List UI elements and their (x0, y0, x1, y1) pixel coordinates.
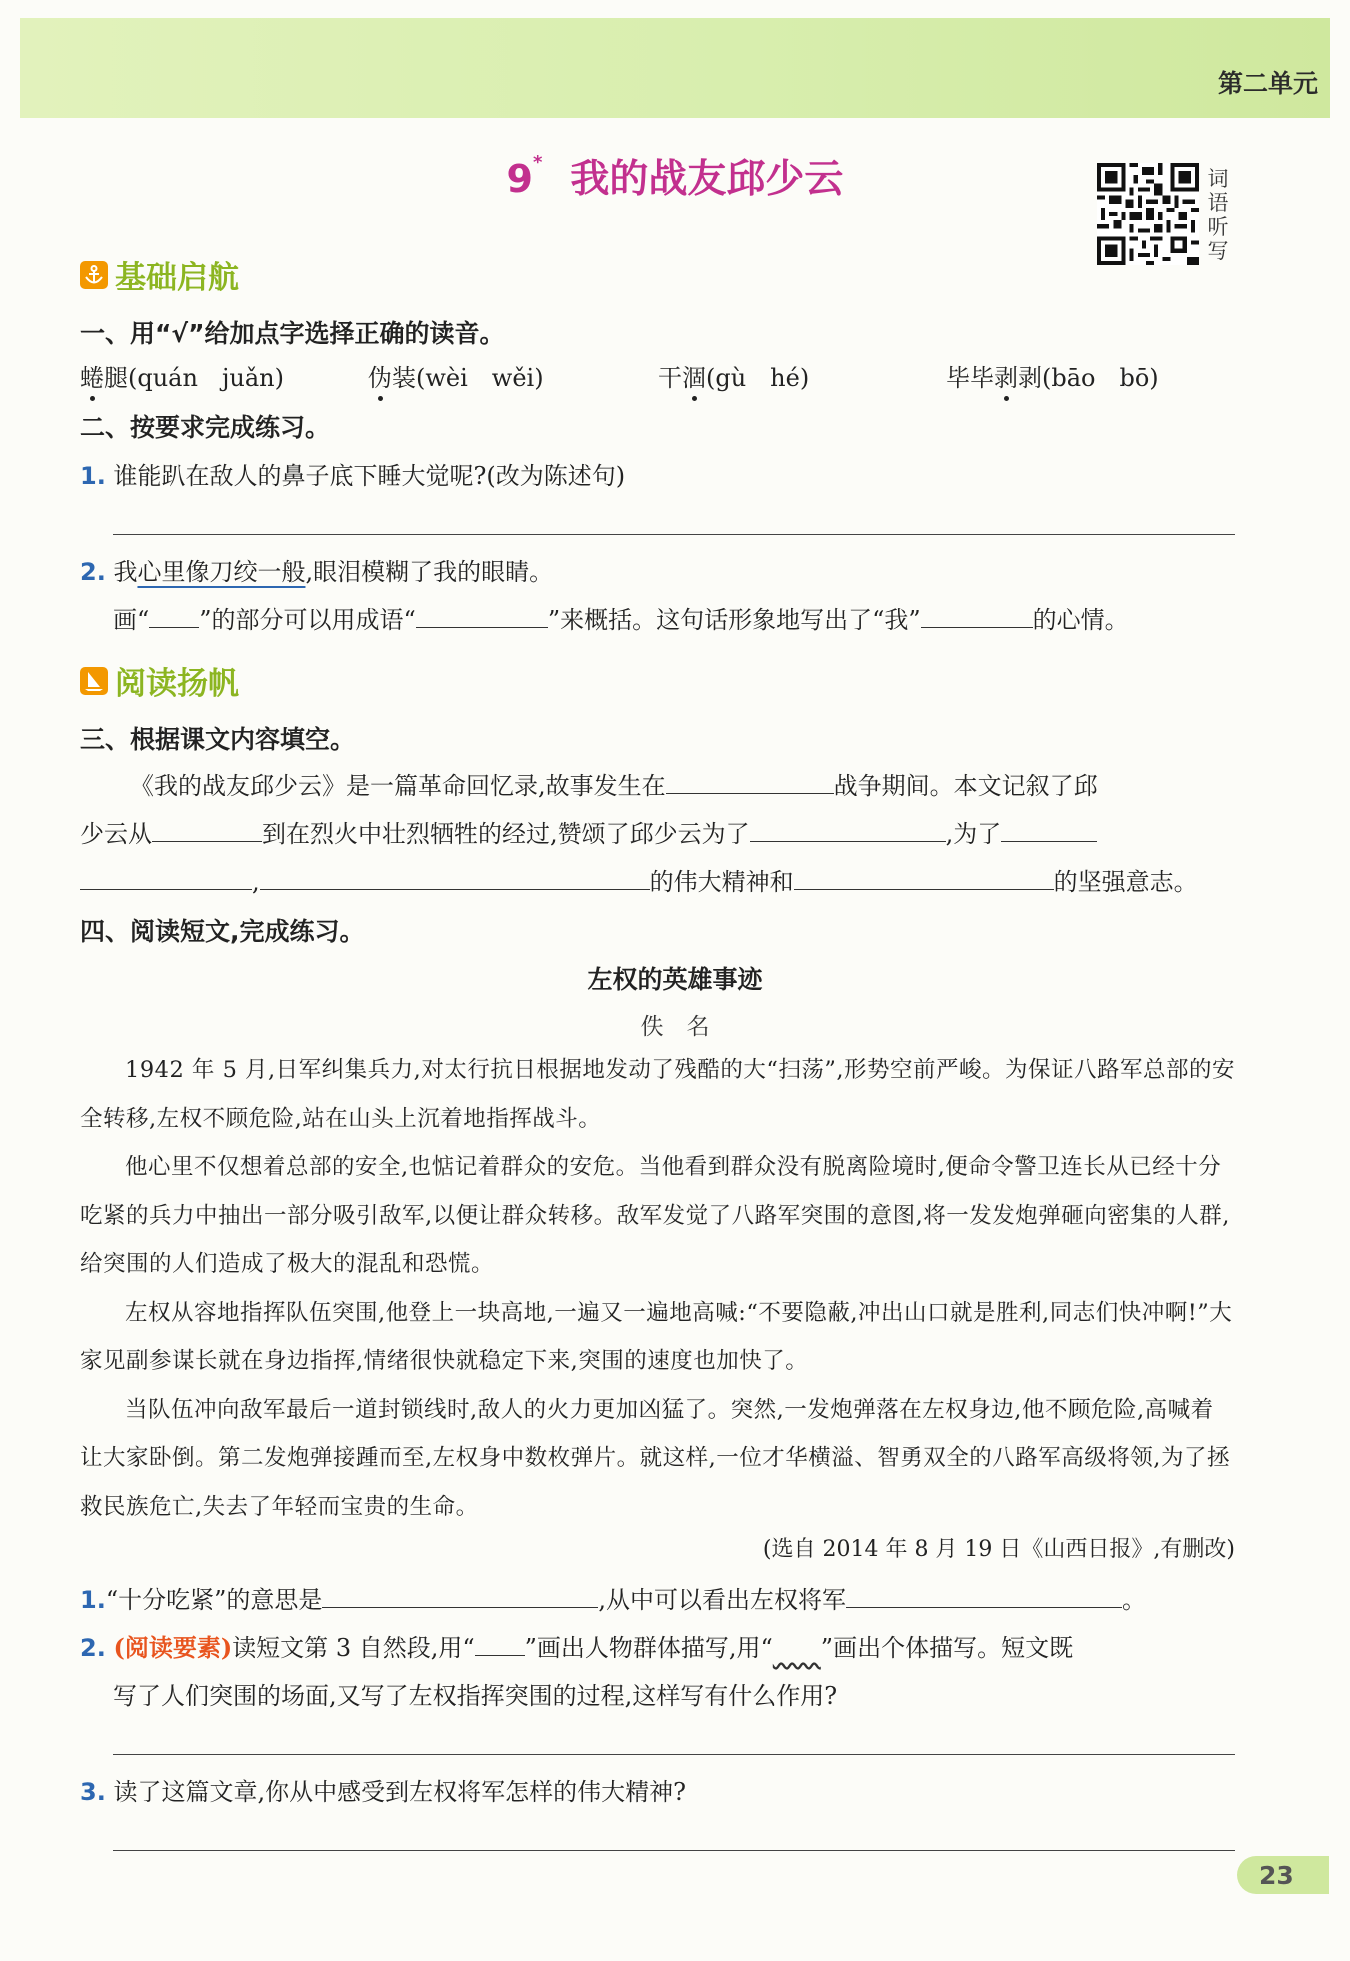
essay-title: 左权的英雄事迹 (587, 965, 763, 994)
sub-question-2-line-2: 写了人们突围的场面,又写了左权指挥突围的过程,这样写有什么作用? (113, 1682, 838, 1710)
essay-source: (选自 2014 年 8 月 19 日《山西日报》,有删改) (762, 1537, 1235, 1562)
blank[interactable] (794, 869, 1054, 890)
qr-code-icon[interactable] (1097, 163, 1199, 265)
blank[interactable] (475, 1635, 525, 1656)
essay-paragraph: 左权从容地指挥队伍突围,他登上一块高地,一遍又一遍地高喊:“不要隐蔽,冲出山口就是胜利,同志们快冲啊!”大家见副参谋长就在身边指挥,情绪很快就稳定下来,突围的速度也加快了。 (80, 1299, 1233, 1374)
unit-label: 第二单元 (1217, 69, 1318, 98)
question-2-item-2: 2. 我心里像刀绞一般,眼泪模糊了我的眼睛。 (80, 558, 554, 586)
pinyin-item: 干涸(gù hé) (658, 364, 810, 392)
answer-line[interactable] (113, 1754, 1235, 1755)
blank[interactable] (416, 607, 548, 628)
anchor-icon (80, 261, 108, 289)
answer-line[interactable] (113, 1850, 1235, 1851)
blank[interactable] (260, 869, 650, 890)
question-3-heading: 三、根据课文内容填空。 (80, 725, 356, 754)
page-number: 23 (1237, 1856, 1329, 1894)
fill-line: 少云从 到在烈火中壮烈牺牲的经过,赞颂了邱少云为了 ,为了 (80, 814, 1097, 849)
fill-line: 《我的战友邱少云》是一篇革命回忆录,故事发生在 战争期间。本文记叙了邱 (130, 772, 1098, 800)
sub-question-1: 1.“十分吃紧”的意思是 ,从中可以看出左权将军 。 (80, 1586, 1147, 1614)
answer-line[interactable] (113, 534, 1235, 535)
blank[interactable] (921, 607, 1033, 628)
section-reading (80, 658, 239, 703)
section-basic (80, 252, 239, 297)
pinyin-item: 毕毕剥剥(bāo bō) (946, 364, 1159, 392)
sub-question-3: 3. 读了这篇文章,你从中感受到左权将军怎样的伟大精神? (80, 1778, 686, 1806)
pinyin-item: 伪装(wèi wěi) (368, 364, 544, 392)
question-2-item-2-fill: 画“ ”的部分可以用成语“ ”来概括。这句话形象地写出了“我” 的心情。 (113, 606, 1129, 634)
pinyin-item: 蜷腿(quán juǎn) (80, 364, 284, 392)
blank[interactable] (1001, 821, 1097, 842)
qr-label: 词 语 听 写 (1207, 167, 1229, 263)
wavy-mark (773, 1634, 821, 1662)
section-title: 阅读扬帆 (115, 666, 239, 702)
essay-paragraph: 他心里不仅想着总部的安全,也惦记着群众的安危。当他看到群众没有脱离险境时,便命令警卫连长从已经十分吃紧的兵力中抽出一部分吸引敌军,以便让群众转移。敌军发觉了八路军突围的意图,将一发发炮弹砸向密集的人群,给突围的人们造成了极大的混乱和恐慌。 (80, 1154, 1230, 1277)
essay-author: 佚 名 (640, 1014, 710, 1040)
sail-icon (80, 667, 108, 695)
lesson-title-text: 我的战友邱少云 (570, 157, 844, 202)
question-2-item-1: 1. 谁能趴在敌人的鼻子底下睡大觉呢?(改为陈述句) (80, 462, 626, 490)
essay-paragraph: 1942 年 5 月,日军纠集兵力,对太行抗日根据地发动了残酷的大“扫荡”,形势空前严峻。为保证八路军总部的安全转移,左权不顾危险,站在山头上沉着地指挥战斗。 (80, 1057, 1235, 1132)
blank[interactable] (846, 1587, 1122, 1608)
blank[interactable] (152, 821, 262, 842)
question-2-heading: 二、按要求完成练习。 (80, 413, 331, 442)
blank[interactable] (322, 1587, 598, 1608)
reading-element-tag: (阅读要素) (113, 1633, 233, 1662)
question-1-heading: 一、用“√”给加点字选择正确的读音。 (80, 319, 505, 348)
lesson-number: 9 (506, 157, 533, 201)
blank[interactable] (750, 821, 946, 842)
blank[interactable] (149, 607, 199, 628)
blank[interactable] (80, 869, 252, 890)
question-4-heading: 四、阅读短文,完成练习。 (80, 917, 365, 946)
essay-paragraph: 当队伍冲向敌军最后一道封锁线时,敌人的火力更加凶猛了。突然,一发炮弹落在左权身边,他不顾危险,高喊着让大家卧倒。第二发炮弹接踵而至,左权身中数枚弹片。就这样,一位才华横溢、智勇双全的八路军高级将领,为了拯救民族危亡,失去了年轻而宝贵的生命。 (80, 1396, 1230, 1520)
essay-body (80, 1046, 1235, 1531)
section-title: 基础启航 (115, 260, 239, 296)
fill-line: , 的伟大精神和 的坚强意志。 (80, 862, 1198, 897)
header-band (20, 18, 1330, 118)
blank[interactable] (666, 773, 834, 794)
sub-question-2: 2. (阅读要素)读短文第 3 自然段,用“ ”画出人物群体描写,用“ ”画出个体描写。短文既 (80, 1633, 1074, 1662)
lesson-mark: * (533, 152, 543, 173)
